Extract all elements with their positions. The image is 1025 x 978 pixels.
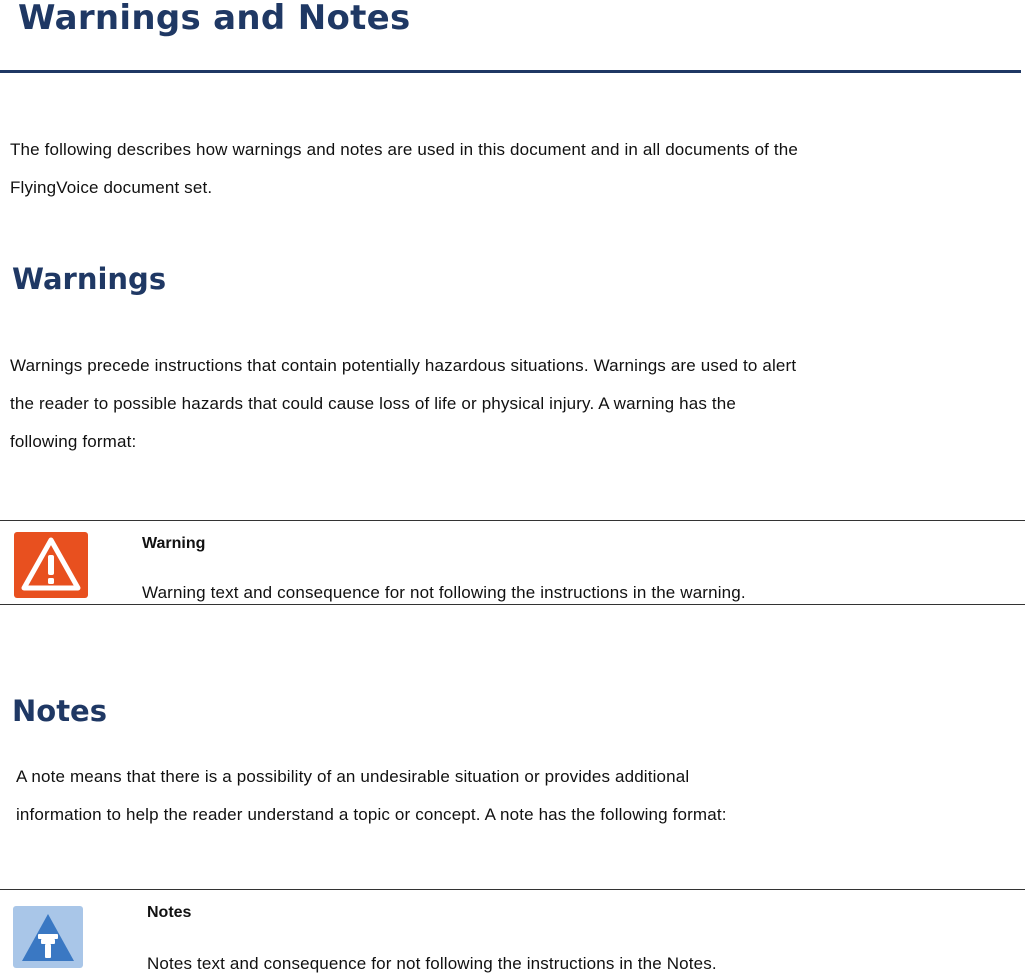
notes-description-line: A note means that there is a possibility of an undesirable situation or provides additional bbox=[16, 767, 690, 786]
warning-box-bottom-border bbox=[0, 604, 1025, 605]
warning-box-title: Warning bbox=[142, 535, 206, 552]
notes-box-text: Notes text and consequence for not following the instructions in the Notes. bbox=[147, 954, 717, 973]
note-pin-graphic bbox=[13, 906, 83, 968]
notes-heading: Notes bbox=[12, 694, 107, 728]
warning-triangle-graphic bbox=[14, 532, 88, 598]
notes-box-top-border bbox=[0, 889, 1025, 890]
title-divider bbox=[0, 70, 1021, 73]
warnings-heading: Warnings bbox=[12, 262, 167, 296]
warning-box-top-border bbox=[0, 520, 1025, 521]
notes-box-title: Notes bbox=[147, 904, 192, 921]
warnings-description-line: the reader to possible hazards that could cause loss of life or physical injury. A warning has the bbox=[10, 394, 736, 413]
note-pin-icon bbox=[13, 906, 83, 968]
warning-triangle-icon bbox=[14, 532, 88, 598]
warning-box-text: Warning text and consequence for not following the instructions in the warning. bbox=[142, 583, 746, 602]
intro-paragraph bbox=[10, 131, 798, 207]
intro-line: FlyingVoice document set. bbox=[10, 178, 213, 197]
intro-line: The following describes how warnings and notes are used in this document and in all documents of the bbox=[10, 140, 799, 159]
warnings-description bbox=[10, 347, 796, 461]
warnings-description-line: Warnings precede instructions that contain potentially hazardous situations. Warnings are used to alert bbox=[10, 356, 797, 375]
notes-description bbox=[16, 758, 727, 834]
warnings-description-line: following format: bbox=[10, 432, 137, 451]
page-title: Warnings and Notes bbox=[18, 0, 411, 38]
notes-description-line: information to help the reader understand a topic or concept. A note has the following format: bbox=[16, 805, 727, 824]
